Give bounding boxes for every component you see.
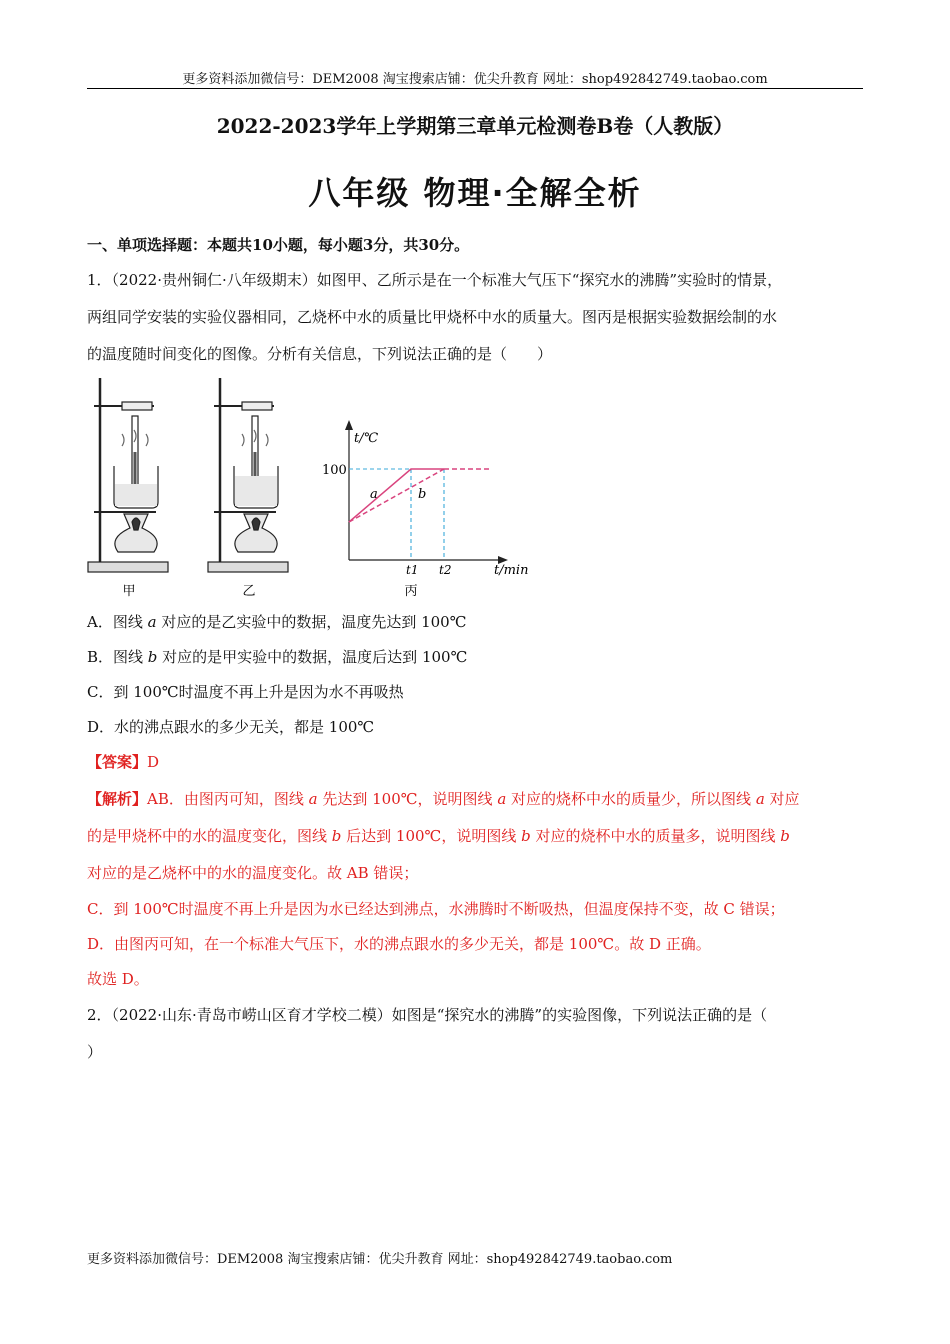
analysis-line-1	[87, 789, 867, 809]
option-a-var: a	[147, 613, 157, 631]
option-a	[87, 612, 867, 632]
curve-b	[349, 469, 444, 522]
analysis-2-v2: b	[521, 827, 531, 845]
q1-text-line-1: 1．（2022·贵州铜仁·八年级期末）如图甲、乙所示是在一个标准大气压下“探究水的沸腾”实验时的情景，	[87, 271, 783, 289]
exam-subtitle: 2022-2023学年上学期第三章单元检测卷B卷（人教版）	[216, 114, 734, 138]
y-tick-100: 100	[322, 463, 347, 478]
conclusion-line: 故选 D。	[87, 970, 149, 988]
option-b	[87, 647, 867, 667]
option-b-pre: B．图线	[87, 648, 148, 666]
analysis-2-v1: b	[331, 827, 342, 845]
analysis-1-v2: a	[497, 790, 507, 808]
label-jia: 甲	[122, 584, 136, 599]
section-heading: 一、单项选择题：本题共10小题，每小题3分，共30分。	[87, 236, 470, 254]
curve-b-label: b	[418, 487, 427, 502]
y-axis-label: t/℃	[354, 431, 379, 446]
q1-text-line-2: 两组同学安装的实验仪器相同，乙烧杯中水的质量比甲烧杯中水的质量大。图丙是根据实验数据绘制的水	[87, 308, 778, 326]
apparatus-jia	[88, 378, 168, 572]
x-axis-label: t/min	[494, 563, 529, 578]
analysis-2-s2: 后达到 100℃，说明图线	[341, 827, 522, 845]
analysis-line-2	[87, 826, 867, 846]
answer-line	[87, 752, 867, 772]
q2-text-line-2: ）	[87, 1043, 103, 1061]
apparatus-yi	[208, 378, 288, 572]
analysis-1-s4: 对应	[764, 790, 800, 808]
label-yi: 乙	[242, 584, 256, 599]
option-d: D．水的沸点跟水的多少无关，都是 100℃	[87, 718, 375, 736]
page-footer: 更多资料添加微信号：DEM2008 淘宝搜索店铺：优尖升教育 网址：shop492842749.taobao.com	[87, 1252, 673, 1267]
q1-text-line-3: 的温度随时间变化的图像。分析有关信息，下列说法正确的是（ ）	[87, 345, 553, 363]
t2-label: t2	[439, 563, 452, 577]
q1-figure	[84, 372, 534, 604]
analysis-1-s1: AB．由图丙可知，图线	[147, 790, 309, 808]
option-b-post: 对应的是甲实验中的数据，温度后达到 100℃	[157, 648, 468, 666]
graph-bing	[322, 420, 528, 599]
answer-tag: 【答案】	[87, 753, 148, 771]
option-c: C．到 100℃时温度不再上升是因为水不再吸热	[87, 683, 404, 701]
option-b-var: b	[147, 648, 158, 666]
answer-value: D	[147, 753, 160, 771]
page-title: 八年级 物理·全解全析	[308, 174, 642, 212]
analysis-line-5: D．由图丙可知，在一个标准大气压下，水的沸点跟水的多少无关，都是 100℃。故 D 正确。	[87, 935, 711, 953]
analysis-tag: 【解析】	[87, 790, 148, 808]
analysis-2-v3: b	[780, 827, 790, 845]
option-a-pre: A．图线	[87, 613, 148, 631]
analysis-1-v3: a	[755, 790, 765, 808]
analysis-line-4: C．到 100℃时温度不再上升是因为水已经达到沸点，水沸腾时不断吸热，但温度保持不变，故 C 错误；	[87, 900, 785, 918]
header-rule	[87, 88, 863, 89]
q2-text-line-1: 2．（2022·山东·青岛市崂山区育才学校二模）如图是“探究水的沸腾”的实验图像，下列说法正确的是（	[87, 1006, 768, 1024]
t1-label: t1	[406, 563, 419, 577]
label-bing: 丙	[404, 584, 418, 599]
analysis-2-s3: 对应的烧杯中水的质量多，说明图线	[530, 827, 781, 845]
option-a-post: 对应的是乙实验中的数据，温度先达到 100℃	[156, 613, 467, 631]
analysis-1-s2: 先达到 100℃，说明图线	[317, 790, 498, 808]
analysis-2-s1: 的是甲烧杯中的水的温度变化，图线	[87, 827, 332, 845]
page-header: 更多资料添加微信号：DEM2008 淘宝搜索店铺：优尖升教育 网址：shop492842749.taobao.com	[182, 72, 768, 87]
curve-a-label: a	[370, 487, 378, 502]
analysis-1-s3: 对应的烧杯中水的质量少，所以图线	[506, 790, 756, 808]
analysis-line-3: 对应的是乙烧杯中的水的温度变化。故 AB 错误；	[87, 864, 419, 882]
analysis-1-v1: a	[308, 790, 318, 808]
